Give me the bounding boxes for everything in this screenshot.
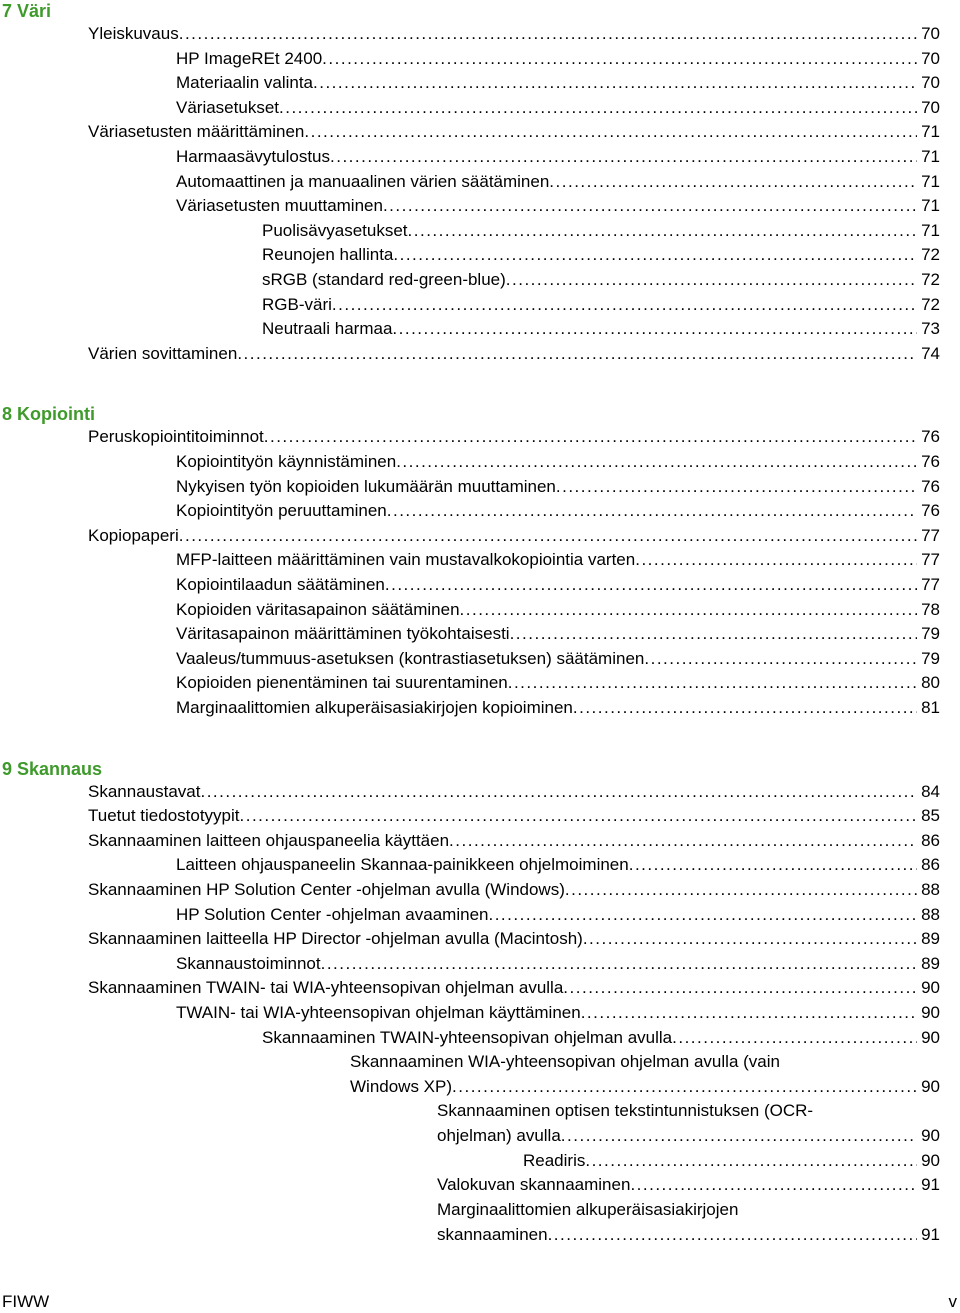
entry-title: Materiaalin valinta bbox=[176, 73, 314, 92]
page-number: 90 bbox=[921, 1125, 940, 1145]
page-number: 70 bbox=[921, 98, 940, 117]
page-number: 81 bbox=[921, 698, 940, 717]
page-number: 71 bbox=[921, 172, 940, 191]
page-number: 71 bbox=[921, 221, 940, 240]
entry-title: Skannaaminen TWAIN- tai WIA-yhteensopivan ohjelman avulla bbox=[88, 978, 564, 997]
toc-entry[interactable] bbox=[176, 96, 940, 121]
page-number: 76 bbox=[921, 501, 940, 520]
dot-leader bbox=[563, 976, 917, 1001]
page-number: 76 bbox=[921, 427, 940, 446]
footer-page-label: v bbox=[948, 1292, 957, 1311]
dot-leader bbox=[460, 598, 918, 623]
entry-title: Yleiskuvaus bbox=[88, 24, 179, 43]
dot-leader bbox=[556, 475, 917, 500]
page-number: 86 bbox=[921, 831, 940, 850]
page-number: 79 bbox=[921, 649, 940, 668]
toc-entry[interactable] bbox=[176, 952, 940, 977]
toc-entry[interactable] bbox=[88, 976, 940, 1001]
entry-title: Värien sovittaminen bbox=[88, 344, 238, 363]
entry-title: MFP-laitteen määrittäminen vain mustavalkokopiointia varten bbox=[176, 550, 636, 569]
dot-leader bbox=[330, 145, 917, 170]
toc-entry[interactable] bbox=[88, 342, 940, 367]
toc-entry[interactable] bbox=[88, 120, 940, 145]
entry-title: TWAIN- tai WIA-yhteensopivan ohjelman käyttäminen bbox=[176, 1003, 581, 1022]
entry-title-continued: Windows XP) bbox=[350, 1076, 453, 1096]
toc-entry[interactable] bbox=[176, 903, 940, 928]
toc-entry[interactable] bbox=[262, 268, 940, 293]
entry-title: RGB-väri bbox=[262, 295, 332, 314]
dot-leader bbox=[200, 780, 917, 805]
dot-leader bbox=[561, 1124, 917, 1149]
toc-entry[interactable] bbox=[176, 853, 940, 878]
page-number: 74 bbox=[921, 344, 940, 363]
entry-title: Neutraali harmaa bbox=[262, 319, 393, 338]
toc-entry[interactable] bbox=[350, 1050, 940, 1099]
dot-leader bbox=[304, 120, 917, 145]
entry-title: Readiris bbox=[523, 1151, 586, 1170]
toc-entry[interactable] bbox=[262, 317, 940, 342]
page-number: 79 bbox=[921, 624, 940, 643]
entry-title: Harmaasävytulostus bbox=[176, 147, 331, 166]
toc-entry[interactable] bbox=[176, 170, 940, 195]
toc-entry[interactable] bbox=[176, 499, 940, 524]
dot-leader bbox=[449, 829, 917, 854]
dot-leader bbox=[237, 342, 917, 367]
page-number: 90 bbox=[921, 978, 940, 997]
toc-entry[interactable] bbox=[176, 1001, 940, 1026]
dot-leader bbox=[264, 425, 917, 450]
toc-entry[interactable] bbox=[176, 622, 940, 647]
entry-title: Skannaaminen WIA-yhteensopivan ohjelman avulla (vain bbox=[350, 1052, 780, 1071]
dot-leader bbox=[573, 696, 917, 721]
toc-entry[interactable] bbox=[176, 71, 940, 96]
entry-title: sRGB (standard red-green-blue) bbox=[262, 270, 506, 289]
entry-title: Valokuvan skannaaminen bbox=[437, 1175, 631, 1194]
entry-title: Marginaalittomien alkuperäisasiakirjojen kopioiminen bbox=[176, 698, 573, 717]
entry-title-continued: ohjelman) avulla bbox=[437, 1125, 561, 1145]
page-number: 85 bbox=[921, 806, 940, 825]
page-number: 72 bbox=[921, 295, 940, 314]
dot-leader bbox=[630, 1173, 917, 1198]
page-number: 91 bbox=[921, 1224, 940, 1244]
entry-title: Laitteen ohjauspaneelin Skannaa-painikkeen ohjelmoiminen bbox=[176, 855, 629, 874]
dot-leader bbox=[179, 22, 917, 47]
entry-title: Kopioiden pienentäminen tai suurentaminen bbox=[176, 673, 508, 692]
dot-leader bbox=[387, 499, 917, 524]
toc-entry[interactable] bbox=[88, 878, 940, 903]
chapter-heading[interactable]: 9 Skannaus bbox=[2, 759, 103, 779]
toc-entry[interactable] bbox=[176, 696, 940, 721]
chapter-heading[interactable]: 7 Väri bbox=[2, 1, 52, 21]
page-number: 91 bbox=[921, 1175, 940, 1194]
entry-title: Marginaalittomien alkuperäisasiakirjojen bbox=[437, 1200, 739, 1219]
page-number: 72 bbox=[921, 245, 940, 264]
toc-entry[interactable] bbox=[176, 671, 940, 696]
dot-leader bbox=[672, 1026, 917, 1051]
toc-entry[interactable] bbox=[88, 22, 940, 47]
entry-title: Skannaustavat bbox=[88, 782, 201, 801]
toc-entry[interactable] bbox=[262, 219, 940, 244]
entry-title-continued: skannaaminen bbox=[437, 1224, 548, 1244]
entry-title: Skannaustoiminnot bbox=[176, 954, 321, 973]
page-number: 71 bbox=[921, 196, 940, 215]
page-number: 90 bbox=[921, 1003, 940, 1022]
entry-title: Skannaaminen laitteen ohjauspaneelia käyttäen bbox=[88, 831, 450, 850]
entry-title: Skannaaminen TWAIN-yhteensopivan ohjelman avulla bbox=[262, 1028, 673, 1047]
dot-leader bbox=[629, 853, 917, 878]
page-number: 73 bbox=[921, 319, 940, 338]
toc-entry[interactable] bbox=[262, 293, 940, 318]
entry-title: Vaaleus/tummuus-asetuksen (kontrastiasetuksen) säätäminen bbox=[176, 649, 645, 668]
toc-entry[interactable] bbox=[88, 524, 940, 549]
dot-leader bbox=[488, 903, 917, 928]
dot-leader bbox=[322, 47, 917, 72]
dot-leader bbox=[385, 573, 917, 598]
dot-leader bbox=[635, 548, 917, 573]
entry-title: Kopioiden väritasapainon säätäminen bbox=[176, 600, 460, 619]
dot-leader bbox=[279, 96, 917, 121]
dot-leader bbox=[392, 317, 917, 342]
entry-title: Kopiointilaadun säätäminen bbox=[176, 575, 385, 594]
dot-leader bbox=[396, 450, 917, 475]
page-number: 77 bbox=[921, 575, 940, 594]
toc-entry[interactable] bbox=[176, 47, 940, 72]
page-number: 77 bbox=[921, 550, 940, 569]
entry-title: Nykyisen työn kopioiden lukumäärän muuttaminen bbox=[176, 477, 556, 496]
page-number: 72 bbox=[921, 270, 940, 289]
dot-leader bbox=[506, 268, 917, 293]
toc-entry[interactable] bbox=[437, 1099, 940, 1148]
page-number: 90 bbox=[921, 1028, 940, 1047]
page-number: 88 bbox=[921, 880, 940, 899]
entry-title: Tuetut tiedostotyypit bbox=[88, 806, 240, 825]
entry-title: HP ImageREt 2400 bbox=[176, 49, 323, 68]
footer-left: FIWW bbox=[2, 1292, 50, 1311]
dot-leader bbox=[585, 1149, 917, 1174]
page-number: 88 bbox=[921, 905, 940, 924]
toc-entry[interactable] bbox=[176, 194, 940, 219]
toc-entry[interactable] bbox=[437, 1198, 940, 1247]
entry-title: Puolisävyasetukset bbox=[262, 221, 408, 240]
dot-leader bbox=[565, 878, 917, 903]
entry-title: Kopiopaperi bbox=[88, 526, 179, 545]
entry-title: Väriasetusten määrittäminen bbox=[88, 122, 305, 141]
toc-entry[interactable] bbox=[88, 425, 940, 450]
page-number: 78 bbox=[921, 600, 940, 619]
dot-leader bbox=[313, 71, 917, 96]
entry-title: Kopiointityön peruuttaminen bbox=[176, 501, 387, 520]
dot-leader bbox=[581, 1001, 917, 1026]
page-number: 90 bbox=[921, 1151, 940, 1170]
dot-leader bbox=[548, 1223, 918, 1248]
entry-title: Väriasetukset bbox=[176, 98, 279, 117]
page-number: 89 bbox=[921, 929, 940, 948]
dot-leader bbox=[644, 647, 917, 672]
page-number: 71 bbox=[921, 147, 940, 166]
toc-entry[interactable] bbox=[262, 243, 940, 268]
page-number: 70 bbox=[921, 24, 940, 43]
toc-entry[interactable] bbox=[88, 780, 940, 805]
page-number: 70 bbox=[921, 49, 940, 68]
chapter-heading[interactable]: 8 Kopiointi bbox=[2, 404, 95, 424]
page-number: 76 bbox=[921, 452, 940, 471]
dot-leader bbox=[179, 524, 917, 549]
dot-leader bbox=[393, 243, 917, 268]
toc-entry[interactable] bbox=[176, 450, 940, 475]
page-number: 70 bbox=[921, 73, 940, 92]
dot-leader bbox=[583, 927, 917, 952]
entry-title: Skannaaminen optisen tekstintunnistuksen (OCR- bbox=[437, 1101, 814, 1120]
page-number: 76 bbox=[921, 477, 940, 496]
dot-leader bbox=[510, 622, 918, 647]
page-number: 86 bbox=[921, 855, 940, 874]
entry-title: Kopiointityön käynnistäminen bbox=[176, 452, 397, 471]
entry-title: Reunojen hallinta bbox=[262, 245, 394, 264]
toc-entry[interactable] bbox=[88, 829, 940, 854]
entry-title: Automaattinen ja manuaalinen värien säätäminen bbox=[176, 172, 550, 191]
entry-title: Skannaaminen laitteella HP Director -ohjelman avulla (Macintosh) bbox=[88, 929, 583, 948]
dot-leader bbox=[508, 671, 917, 696]
toc-entry[interactable] bbox=[176, 475, 940, 500]
page-number: 90 bbox=[921, 1076, 940, 1096]
toc-entry[interactable] bbox=[88, 804, 940, 829]
toc-entry[interactable] bbox=[437, 1173, 940, 1198]
toc-entry[interactable] bbox=[176, 598, 940, 623]
entry-title: HP Solution Center -ohjelman avaaminen bbox=[176, 905, 489, 924]
page-number: 84 bbox=[921, 782, 940, 801]
page-number: 80 bbox=[921, 673, 940, 692]
entry-title: Väritasapainon määrittäminen työkohtaisesti bbox=[176, 624, 510, 643]
dot-leader bbox=[321, 952, 917, 977]
page-number: 89 bbox=[921, 954, 940, 973]
dot-leader bbox=[332, 293, 917, 318]
dot-leader bbox=[549, 170, 917, 195]
toc-entry[interactable] bbox=[176, 573, 940, 598]
entry-title: Skannaaminen HP Solution Center -ohjelman avulla (Windows) bbox=[88, 880, 565, 899]
dot-leader bbox=[408, 219, 918, 244]
page-number: 77 bbox=[921, 526, 940, 545]
toc-entry[interactable] bbox=[88, 927, 940, 952]
dot-leader bbox=[452, 1075, 917, 1100]
toc-entry[interactable] bbox=[176, 647, 940, 672]
dot-leader bbox=[383, 194, 917, 219]
toc-entry[interactable] bbox=[262, 1026, 940, 1051]
entry-title: Väriasetusten muuttaminen bbox=[176, 196, 383, 215]
toc-entry[interactable] bbox=[176, 548, 940, 573]
page-number: 71 bbox=[921, 122, 940, 141]
toc-entry[interactable] bbox=[523, 1149, 940, 1174]
entry-title: Peruskopiointitoiminnot bbox=[88, 427, 264, 446]
dot-leader bbox=[240, 804, 918, 829]
toc-entry[interactable] bbox=[176, 145, 940, 170]
